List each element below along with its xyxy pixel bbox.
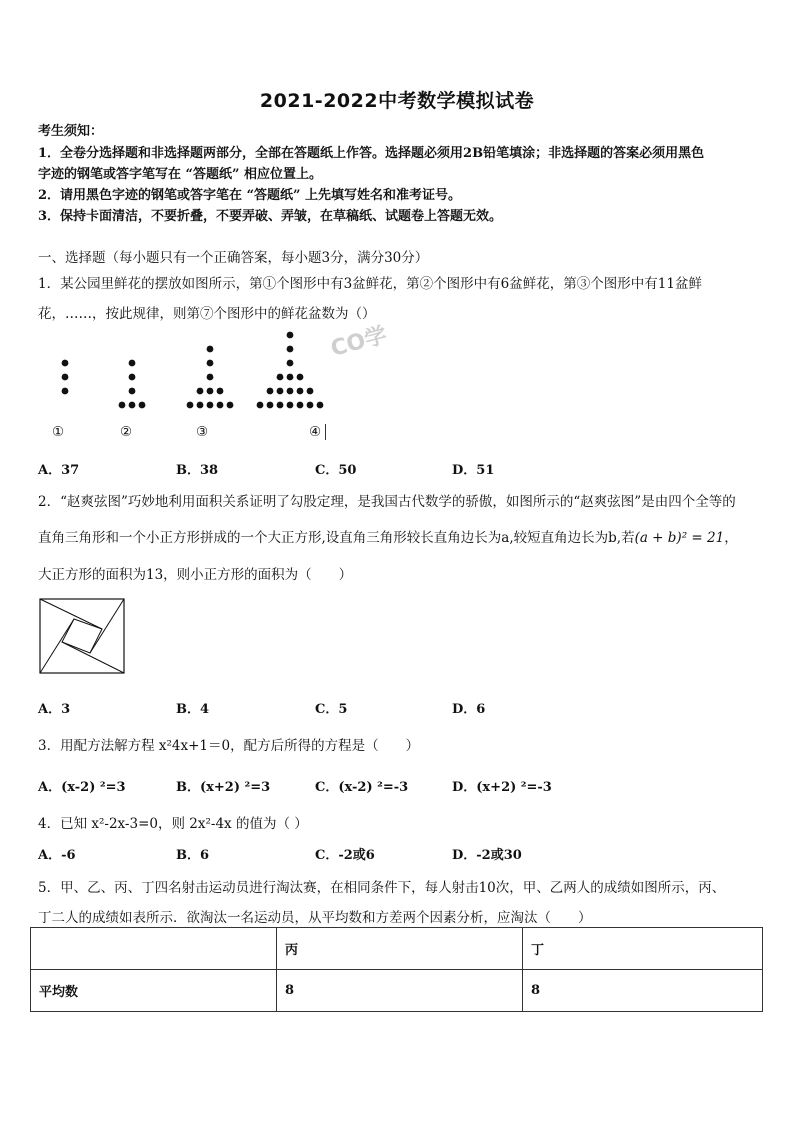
q1-option-a[interactable]: A．37: [38, 463, 80, 478]
q2-option-c[interactable]: C．5: [315, 702, 348, 717]
figure-2-dots: [119, 360, 146, 409]
q1-option-b[interactable]: B．38: [176, 463, 219, 478]
page-title: 2021-2022中考数学模拟试卷: [259, 90, 535, 112]
q5-line1: 5．甲、乙、丙、丁四名射击运动员进行淘汰赛，在相同条件下，每人射击10次，甲、乙两人的成绩如图所示，丙、: [38, 880, 726, 896]
q2-option-b[interactable]: B．4: [176, 702, 210, 717]
q3-option-c[interactable]: C．(x-2) ²=-3: [315, 780, 409, 795]
q4-option-c[interactable]: C．-2或6: [315, 848, 375, 863]
q2-option-a[interactable]: A．3: [38, 702, 71, 717]
q3-line1: 3．用配方法解方程 x²4x+1＝0，配方后所得的方程是（ ）: [38, 738, 420, 754]
note-line-1a: 1．全卷分选择题和非选择题两部分，全部在答题纸上作答。选择题必须用2B铅笔填涂；非选择题的答案必须用黑色: [38, 146, 705, 161]
q4-line1: 4．已知 x²-2x-3=0，则 2x²-4x 的值为（ ）: [38, 816, 308, 832]
figure-3-dots: [187, 346, 234, 409]
q1-line1: 1．某公园里鲜花的摆放如图所示，第①个图形中有3盆鲜花，第②个图形中有6盆鲜花，第③个图形中有11盆鲜: [38, 276, 702, 292]
q2-line2-text: 直角三角形和一个小正方形拼成的一个大正方形,设直角三角形较长直角边长为a,较短直角边长为b,若: [38, 530, 635, 546]
q2-line3: 大正方形的面积为13，则小正方形的面积为（ ）: [38, 567, 353, 583]
notes-heading: 考生须知：: [38, 124, 104, 139]
figure-1-dots: [62, 360, 69, 395]
table-header-cell: [31, 928, 277, 970]
q2-formula: (a + b)² = 21: [634, 530, 725, 546]
q1-option-d[interactable]: D．51: [452, 463, 495, 478]
q3-option-a[interactable]: A．(x-2) ²=3: [38, 780, 126, 795]
q5-line2: 丁二人的成绩如表所示．欲淘汰一名运动员，从平均数和方差两个因素分析，应淘汰（ ）: [38, 910, 592, 926]
table-cell: 8: [523, 970, 763, 1012]
q4-option-a[interactable]: A．-6: [38, 848, 76, 863]
table-cell: 8: [277, 970, 523, 1012]
q4-option-b[interactable]: B．6: [176, 848, 210, 863]
note-line-1b: 字迹的钢笔或答字笔写在 “答题纸” 相应位置上。: [38, 167, 323, 182]
note-line-3: 3．保持卡面清洁，不要折叠，不要弄破、弄皱，在草稿纸、试题卷上答题无效。: [38, 209, 503, 224]
section-heading: 一、选择题（每小题只有一个正确答案，每小题3分，满分30分）: [38, 250, 429, 266]
figure-label-2: ②: [120, 424, 133, 440]
table-header-cell: 丁: [523, 928, 763, 970]
note-line-2: 2．请用黑色字迹的钢笔或答字笔在 “答题纸” 上先填写姓名和准考证号。: [38, 188, 462, 203]
table-header-row: [31, 928, 763, 970]
figure-label-3: ③: [196, 424, 209, 440]
q2-line1: 2．“赵爽弦图”巧妙地利用面积关系证明了勾股定理，是我国古代数学的骄傲，如图所示的“赵爽弦图”是由四个全等的: [38, 494, 736, 510]
q1-line2: 花，……，按此规律，则第⑦个图形中的鲜花盆数为（）: [38, 306, 376, 322]
watermark-text: CO学: [328, 322, 390, 362]
q3-option-b[interactable]: B．(x+2) ²=3: [176, 780, 271, 795]
table-cell: 平均数: [31, 970, 277, 1012]
table-row: [31, 970, 763, 1012]
table-header-cell: 丙: [277, 928, 523, 970]
q3-option-d[interactable]: D．(x+2) ²=-3: [452, 780, 552, 795]
q2-line2-end: ，: [724, 530, 738, 546]
q5-score-table: [30, 927, 763, 1012]
figure-label-1: ①: [52, 424, 65, 440]
zhao-shuang-diagram: [38, 598, 126, 676]
q2-line2: [38, 526, 738, 546]
q4-option-d[interactable]: D．-2或30: [452, 848, 522, 863]
figure-4-dots: [257, 332, 324, 409]
q2-option-d[interactable]: D．6: [452, 702, 486, 717]
q1-option-c[interactable]: C．50: [315, 463, 357, 478]
text-cursor: [325, 424, 326, 440]
figure-label-4: ④: [309, 424, 322, 440]
